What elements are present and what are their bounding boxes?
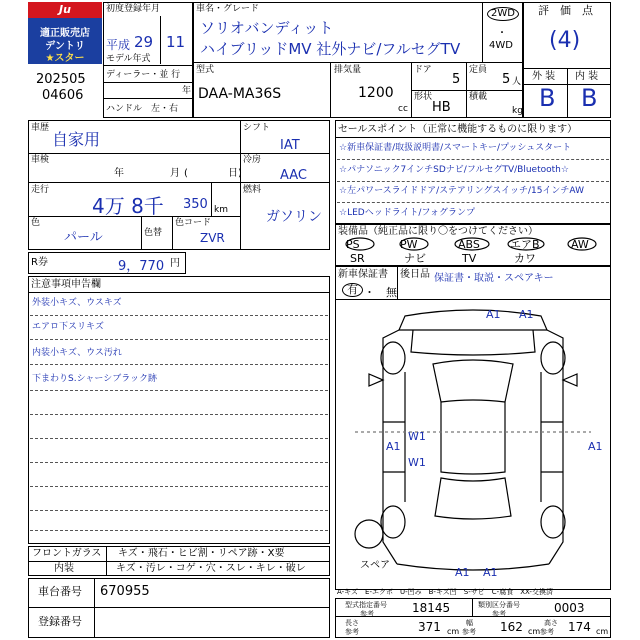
registration-era: 平成 <box>106 38 131 52</box>
logo-badge <box>28 18 102 64</box>
shape-value: HB <box>432 100 451 115</box>
equipment-sr: SR <box>350 252 365 265</box>
width-ref: 参考 <box>462 628 476 636</box>
wheel-front-left <box>381 342 405 374</box>
notes-block <box>28 276 330 544</box>
sales-point-item: ☆パナソニック7インチSDナビ/フルセグTV/Bluetooth☆ <box>339 165 569 175</box>
car-name-line2: ハイブリッドMV 社外ナビ/フルセグTV <box>200 40 461 58</box>
load-unit: kg <box>512 106 523 116</box>
car-name-label: 車名・グレード <box>196 4 260 14</box>
class-label: 類別区分番号 <box>478 601 520 609</box>
damage-mark-window-1: W1 <box>408 430 426 443</box>
interior-cond-value: キズ・汚レ・コゲ・穴・スレ・キレ・破レ <box>116 563 306 574</box>
type-label: 型式 <box>196 65 215 75</box>
displacement-value: 1200 <box>358 85 394 101</box>
front-glass-label: フロントガラス <box>32 548 102 559</box>
sales-point-item: ☆左パワースライドドア/ステアリングスイッチ/15インチAW <box>339 186 584 196</box>
length-label: 長さ <box>345 619 359 627</box>
length-ref: 参考 <box>345 628 359 636</box>
car-windshield <box>433 360 513 402</box>
fuel-label: 燃料 <box>243 185 262 195</box>
inspection-month-unit: 月 <box>170 168 180 179</box>
damage-mark-rear-right: A1 <box>483 566 498 579</box>
shape-label: 形状 <box>414 92 433 102</box>
height-ref: 参考 <box>540 628 554 636</box>
chassis-label: 車台番号 <box>38 585 82 598</box>
warranty-has: 有 <box>342 283 363 297</box>
damage-legend: A-キズ E-エクボ U-凹み B-キズ凹 S-サビ C-腐食 XX-交換済 <box>337 588 553 596</box>
drive-dot: ・ <box>497 28 507 39</box>
drive-2wd: 2WD <box>487 7 519 21</box>
type-spec-value: 18145 <box>412 601 451 615</box>
note-item: 内装小キズ、ウス汚れ <box>32 348 122 358</box>
model-year-unit: 年 <box>182 86 192 96</box>
load-label: 積載 <box>469 92 488 102</box>
damage-mark-right-side: A1 <box>588 440 603 453</box>
chassis-value: 670955 <box>100 584 150 599</box>
type-spec-label: 型式指定番号 <box>345 601 387 609</box>
length-value: 371 <box>418 620 441 634</box>
car-roof <box>441 402 505 474</box>
car-diagram <box>335 302 611 582</box>
equipment-airbag: エアB <box>510 238 540 251</box>
damage-mark-left-side: A1 <box>386 440 401 453</box>
car-body-right <box>547 330 563 564</box>
capacity-label: 定員 <box>469 65 488 75</box>
handle-label: ハンドル 左・右 <box>106 104 179 114</box>
dealer-logo <box>28 2 102 66</box>
width-value: 162 <box>500 620 523 634</box>
registration-month: 11 <box>166 33 186 51</box>
length-unit: cm <box>447 627 460 636</box>
note-item: 下まわりS.シャーシブラック跡 <box>32 374 158 384</box>
warranty-label: 新車保証書 <box>338 269 388 280</box>
registration-label: 初度登録年月 <box>106 4 161 14</box>
interior-cond-label: 内装 <box>54 563 74 574</box>
type-value: DAA-MA36S <box>198 86 282 102</box>
warranty-none: ・ 無 <box>364 286 397 299</box>
ac-value: AAC <box>280 168 307 183</box>
logo-text-shop: 適正販売店 <box>40 28 90 39</box>
score-value: (4) <box>549 28 581 53</box>
height-unit: cm <box>596 627 609 636</box>
class-ref: 参考 <box>492 610 506 618</box>
type-spec-ref: 参考 <box>360 610 374 618</box>
dealer-parallel-label: ディーラー・並 行 <box>106 70 181 80</box>
equipment-circles <box>335 236 611 256</box>
score-label: 評 価 点 <box>538 4 593 17</box>
capacity-value: 5 <box>502 72 511 87</box>
interior-score: B <box>581 84 598 112</box>
width-label: 幅 <box>466 619 473 627</box>
mirror-right <box>563 374 577 386</box>
equipment-leather: カワ <box>514 252 536 265</box>
equipment-aw: AW <box>571 238 589 251</box>
equipment-abs: ABS <box>458 238 480 251</box>
car-door-line-right <box>541 422 563 472</box>
recycle-unit: 円 <box>170 258 180 269</box>
sales-point-item: ☆LEDヘッドライト/フォグランプ <box>339 208 476 218</box>
stock-number-line1: 202505 <box>36 72 86 87</box>
damage-mark-rear-left: A1 <box>455 566 470 579</box>
sales-points-title: セールスポイント（正常に機能するものに限ります） <box>338 124 578 135</box>
color-label: 色 <box>31 218 41 228</box>
logo-ju: Ju <box>28 2 102 18</box>
inspection-year-unit: 年 <box>114 168 124 179</box>
recycle-label: R券 <box>31 257 48 268</box>
equipment-pw: PW <box>400 238 418 251</box>
spare-tire <box>355 520 383 548</box>
color-change-label: 色替 <box>144 228 163 238</box>
color-code-label: 色コード <box>175 218 212 228</box>
fuel-value: ガソリン <box>266 209 322 225</box>
inspection-paren: ( <box>184 168 188 179</box>
model-year-label: モデル年式 <box>106 54 151 64</box>
history-value: 自家用 <box>52 130 101 149</box>
height-label: 高さ <box>544 619 558 627</box>
damage-mark-front-left: A1 <box>486 308 501 321</box>
recycle-value: 9，770 <box>118 259 165 274</box>
mileage-value: 4万 8千 <box>92 194 164 218</box>
spare-label: スペア <box>360 560 390 571</box>
class-value: 0003 <box>554 601 585 615</box>
note-item: 外装小キズ、ウスキズ <box>32 298 122 308</box>
exterior-score: B <box>539 84 556 112</box>
color-code-value: ZVR <box>200 231 225 245</box>
wheel-rear-right <box>541 506 565 538</box>
logo-text-dentori: デントリ <box>45 41 85 52</box>
capacity-unit: 人 <box>512 77 522 87</box>
height-value: 174 <box>568 620 591 634</box>
front-glass-value: キズ・飛石・ヒビ割・リペア跡・X要 <box>118 548 285 559</box>
equipment-tv: TV <box>462 252 477 265</box>
width-unit: cm <box>528 627 541 636</box>
mileage-label: 走行 <box>31 185 50 195</box>
damage-mark-front-right: A1 <box>519 308 534 321</box>
inspection-label: 車検 <box>31 155 50 165</box>
wheel-rear-left <box>381 506 405 538</box>
exterior-label: 外 装 <box>532 71 556 82</box>
stock-number-line2: 04606 <box>42 88 84 103</box>
equipment-title: 装備品（純正品に限り〇をつけてください） <box>338 226 538 237</box>
mileage-unit: km <box>214 205 228 215</box>
logo-text-star: ★スター <box>45 53 85 64</box>
mirror-left <box>369 374 383 386</box>
wheel-front-right <box>541 342 565 374</box>
car-name-line1: ソリオバンディット <box>200 19 334 37</box>
after-items-label: 後日品 <box>400 269 430 280</box>
drive-4wd: 4WD <box>489 40 513 51</box>
shift-value: IAT <box>280 138 300 153</box>
displacement-label: 排気量 <box>334 65 362 75</box>
damage-mark-window-2: W1 <box>408 456 426 469</box>
doors-label: ドア <box>414 65 432 75</box>
color-value: パール <box>64 230 103 245</box>
inspection-day-unit: 日) <box>228 168 242 179</box>
mileage-sub: 350 <box>183 197 208 212</box>
sales-point-item: ☆新車保証書/取扱説明書/スマートキー/プッシュスタート <box>339 143 572 153</box>
reg-number-label: 登録番号 <box>38 615 82 628</box>
car-rear-bumper <box>397 564 549 570</box>
equipment-ps: PS <box>346 238 360 251</box>
shift-label: シフト <box>243 123 271 133</box>
notes-title: 注意事項申告欄 <box>31 279 101 290</box>
doors-value: 5 <box>452 72 461 87</box>
registration-year: 29 <box>134 33 154 51</box>
equipment-navi: ナビ <box>404 252 426 265</box>
displacement-unit: cc <box>398 104 408 114</box>
interior-label: 内 装 <box>575 71 599 82</box>
history-label: 車歴 <box>31 123 50 133</box>
note-item: エアロ下スリキズ <box>32 322 104 332</box>
ac-label: 冷房 <box>243 155 262 165</box>
after-items-value: 保証書・取説・スペアキー <box>434 273 554 284</box>
car-hood <box>411 330 535 355</box>
car-rear-window <box>435 478 511 519</box>
